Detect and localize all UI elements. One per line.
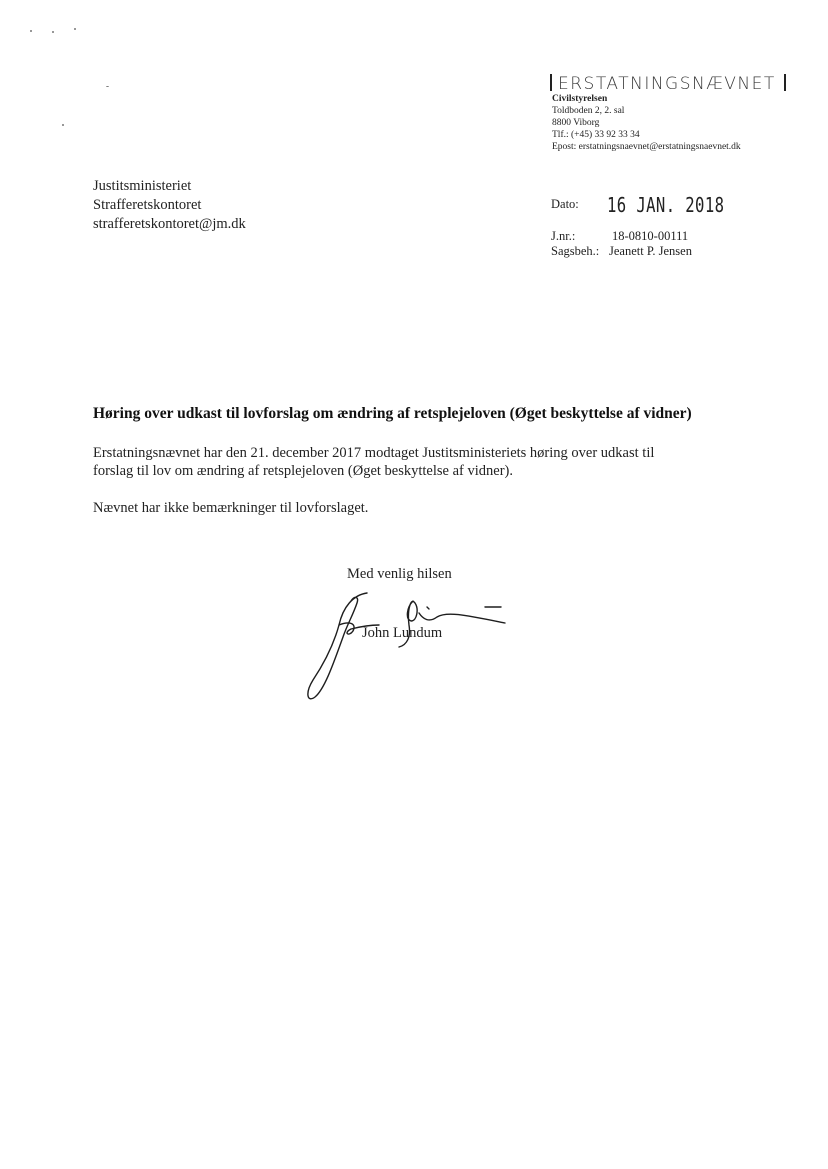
body-paragraph-2: Nævnet har ikke bemærkninger til lovforslaget.	[93, 500, 369, 516]
sagsbeh-value: Jeanett P. Jensen	[609, 244, 692, 258]
scan-speck	[62, 124, 64, 126]
signatory-name: John Lundum	[362, 625, 443, 641]
letterhead-address-1: Toldboden 2, 2. sal	[552, 106, 625, 116]
closing-greeting: Med venlig hilsen	[347, 566, 452, 582]
handwritten-signature	[295, 585, 520, 705]
scan-speck	[106, 86, 109, 87]
date-label: Dato:	[551, 197, 579, 211]
jnr-value: 18-0810-00111	[612, 229, 689, 243]
letterhead-address-2: 8800 Viborg	[552, 118, 600, 128]
signature-stroke-4	[419, 613, 505, 623]
signature-stroke-1	[308, 593, 367, 699]
recipient-email: strafferetskontoret@jm.dk	[93, 216, 246, 232]
recipient-line-2: Strafferetskontoret	[93, 197, 202, 213]
jnr-label: J.nr.:	[551, 229, 576, 243]
letterhead-phone: Tlf.: (+45) 33 92 33 34	[552, 130, 640, 140]
recipient-line-1: Justitsministeriet	[93, 178, 192, 194]
body-paragraph-1-line-1: Erstatningsnævnet har den 21. december 2017 modtaget Justitsministeriets høring over udkast til	[93, 445, 655, 461]
logo-bar-left	[550, 74, 552, 91]
sagsbeh-label: Sagsbeh.:	[551, 244, 600, 258]
date-stamp: 16 JAN. 2018	[607, 193, 725, 217]
scan-speck	[52, 31, 54, 33]
signature-stroke-3	[399, 601, 417, 647]
logo-bar-right	[784, 74, 786, 91]
letterhead-email: Epost: erstatningsnaevnet@erstatningsnaevnet.dk	[552, 142, 741, 152]
logo-text: ERSTATNINGSNÆVNET	[558, 74, 776, 94]
letterhead-logo	[550, 74, 786, 94]
scan-speck	[74, 28, 76, 30]
body-paragraph-1-line-2: forslag til lov om ændring af retsplejeloven (Øget beskyttelse af vidner).	[93, 463, 513, 479]
subject-heading: Høring over udkast til lovforslag om ændring af retsplejeloven (Øget beskyttelse af vidner)	[93, 405, 692, 422]
letterhead-org: Civilstyrelsen	[552, 94, 608, 104]
scan-speck	[30, 30, 32, 32]
signature-dot	[427, 607, 429, 609]
